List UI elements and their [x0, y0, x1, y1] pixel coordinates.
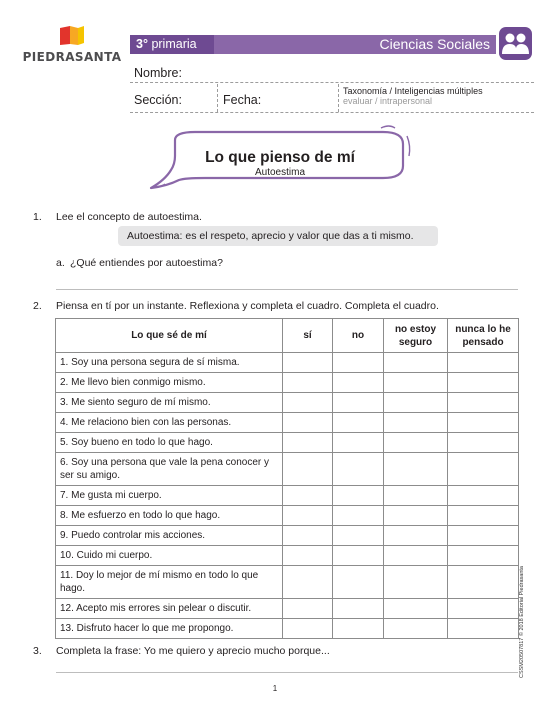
table-header-row — [56, 319, 519, 353]
col-header-si: sí — [283, 319, 333, 353]
answer-cell[interactable] — [283, 599, 333, 619]
answer-cell[interactable] — [333, 506, 384, 526]
page-number: 1 — [272, 684, 278, 693]
table-row — [56, 506, 519, 526]
answer-cell[interactable] — [448, 393, 519, 413]
answer-cell[interactable] — [384, 373, 448, 393]
fecha-label: Fecha: — [223, 93, 262, 107]
row-statement: 5. Soy bueno en todo lo que hago. — [56, 433, 283, 453]
answer-cell[interactable] — [384, 546, 448, 566]
answer-cell[interactable] — [333, 453, 384, 486]
answer-cell[interactable] — [384, 506, 448, 526]
answer-cell[interactable] — [283, 546, 333, 566]
answer-cell[interactable] — [384, 566, 448, 599]
answer-line[interactable] — [56, 289, 518, 290]
answer-cell[interactable] — [333, 546, 384, 566]
answer-cell[interactable] — [448, 619, 519, 639]
col-header-not-sure: no estoy seguro — [384, 319, 448, 353]
answer-cell[interactable] — [448, 486, 519, 506]
q1a-text: ¿Qué entiendes por autoestima? — [70, 257, 223, 269]
answer-cell[interactable] — [384, 413, 448, 433]
self-assessment-table — [55, 318, 519, 639]
answer-cell[interactable] — [448, 433, 519, 453]
publisher-logo — [22, 24, 122, 68]
answer-cell[interactable] — [384, 453, 448, 486]
grade-tab — [130, 35, 214, 54]
answer-line[interactable] — [56, 672, 518, 673]
table-row — [56, 599, 519, 619]
row-statement: 11. Doy lo mejor de mí mismo en todo lo que hago. — [56, 566, 283, 599]
group-users-icon — [499, 27, 532, 60]
definition-text: Autoestima: es el respeto, aprecio y valor que das a ti mismo. — [127, 230, 414, 242]
taxonomy-values: evaluar / intrapersonal — [343, 96, 433, 106]
answer-cell[interactable] — [283, 526, 333, 546]
answer-cell[interactable] — [333, 486, 384, 506]
copyright-code: CSSM20507817 © 2018 Editorial Piedrasanta — [519, 566, 525, 678]
answer-cell[interactable] — [333, 373, 384, 393]
answer-cell[interactable] — [384, 526, 448, 546]
answer-cell[interactable] — [448, 353, 519, 373]
q1-text: Lee el concepto de autoestima. — [56, 211, 202, 223]
row-statement: 2. Me llevo bien conmigo mismo. — [56, 373, 283, 393]
answer-cell[interactable] — [384, 433, 448, 453]
answer-cell[interactable] — [283, 393, 333, 413]
table-row — [56, 566, 519, 599]
row-statement: 7. Me gusta mi cuerpo. — [56, 486, 283, 506]
nombre-label: Nombre: — [134, 66, 182, 80]
subject-title: Ciencias Sociales — [379, 36, 490, 52]
row-statement: 4. Me relaciono bien con las personas. — [56, 413, 283, 433]
q3-number: 3. — [33, 645, 42, 657]
answer-cell[interactable] — [333, 413, 384, 433]
answer-cell[interactable] — [283, 506, 333, 526]
q1-number: 1. — [33, 211, 42, 223]
nombre-field[interactable] — [130, 82, 534, 83]
answer-cell[interactable] — [333, 353, 384, 373]
table-row — [56, 486, 519, 506]
answer-cell[interactable] — [384, 599, 448, 619]
q3-text: Completa la frase: Yo me quiero y aprecio mucho porque... — [56, 645, 330, 657]
q2-text: Piensa en tí por un instante. Reflexiona y completa el cuadro. Completa el cuadro. — [56, 300, 439, 312]
table-row — [56, 433, 519, 453]
subject-bar — [130, 35, 496, 54]
table-row — [56, 353, 519, 373]
answer-cell[interactable] — [384, 353, 448, 373]
book-logo-icon — [58, 24, 86, 46]
page-title: Lo que pienso de mí — [205, 149, 355, 166]
answer-cell[interactable] — [448, 546, 519, 566]
col-header-no: no — [333, 319, 384, 353]
answer-cell[interactable] — [283, 353, 333, 373]
row-statement: 6. Soy una persona que vale la pena conocer y ser su amigo. — [56, 453, 283, 486]
answer-cell[interactable] — [283, 566, 333, 599]
taxonomy-label: Taxonomía / Inteligencias múltiples — [343, 86, 483, 96]
answer-cell[interactable] — [333, 393, 384, 413]
answer-cell[interactable] — [333, 526, 384, 546]
answer-cell[interactable] — [384, 619, 448, 639]
answer-cell[interactable] — [283, 486, 333, 506]
answer-cell[interactable] — [333, 566, 384, 599]
definition-box — [118, 226, 438, 246]
answer-cell[interactable] — [448, 373, 519, 393]
answer-cell[interactable] — [384, 486, 448, 506]
row-statement: 8. Me esfuerzo en todo lo que hago. — [56, 506, 283, 526]
answer-cell[interactable] — [448, 453, 519, 486]
divider — [338, 84, 339, 112]
table-row — [56, 413, 519, 433]
form-bottom-line — [130, 112, 534, 113]
row-statement: 13. Disfruto hacer lo que me propongo. — [56, 619, 283, 639]
seccion-label: Sección: — [134, 93, 182, 107]
answer-cell[interactable] — [448, 506, 519, 526]
answer-cell[interactable] — [448, 413, 519, 433]
answer-cell[interactable] — [333, 433, 384, 453]
col-header-statement: Lo que sé de mí — [56, 319, 283, 353]
table-row — [56, 393, 519, 413]
answer-cell[interactable] — [283, 413, 333, 433]
answer-cell[interactable] — [283, 453, 333, 486]
col-header-never-thought: nunca lo he pensado — [448, 319, 519, 353]
answer-cell[interactable] — [384, 393, 448, 413]
row-statement: 10. Cuido mi cuerpo. — [56, 546, 283, 566]
row-statement: 9. Puedo controlar mis acciones. — [56, 526, 283, 546]
answer-cell[interactable] — [283, 373, 333, 393]
page-subtitle: Autoestima — [254, 167, 306, 178]
table-row — [56, 373, 519, 393]
answer-cell[interactable] — [448, 599, 519, 619]
answer-cell[interactable] — [448, 566, 519, 599]
answer-cell[interactable] — [283, 619, 333, 639]
brand-name: PIEDRASANTA — [22, 50, 122, 64]
table-row — [56, 453, 519, 486]
answer-cell[interactable] — [333, 599, 384, 619]
table-row — [56, 546, 519, 566]
answer-cell[interactable] — [333, 619, 384, 639]
table-row — [56, 526, 519, 546]
table-row — [56, 619, 519, 639]
q2-number: 2. — [33, 300, 42, 312]
row-statement: 1. Soy una persona segura de sí misma. — [56, 353, 283, 373]
row-statement: 3. Me siento seguro de mí mismo. — [56, 393, 283, 413]
grade-label: 3° primaria — [136, 37, 197, 51]
answer-cell[interactable] — [448, 526, 519, 546]
row-statement: 12. Acepto mis errores sin pelear o discutir. — [56, 599, 283, 619]
answer-cell[interactable] — [283, 433, 333, 453]
divider — [217, 84, 218, 112]
q1a-letter: a. — [56, 257, 65, 269]
